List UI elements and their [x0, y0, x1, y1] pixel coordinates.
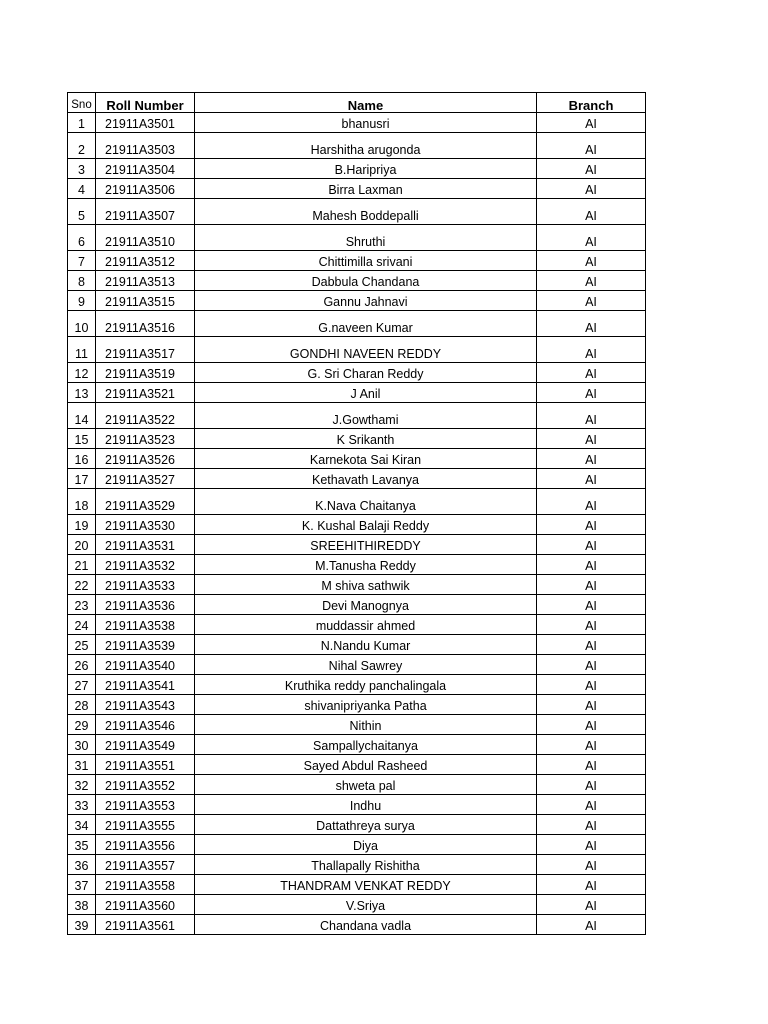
cell-name: shivanipriyanka Patha: [195, 695, 537, 715]
cell-roll-number: 21911A3530: [96, 515, 195, 535]
cell-name: Birra Laxman: [195, 179, 537, 199]
cell-sno: 7: [68, 251, 96, 271]
cell-branch: AI: [537, 555, 646, 575]
table-body: [68, 113, 646, 935]
cell-name: Sayed Abdul Rasheed: [195, 755, 537, 775]
table-row: [68, 695, 646, 715]
cell-sno: 35: [68, 835, 96, 855]
table-row: [68, 755, 646, 775]
cell-sno: 10: [68, 311, 96, 337]
cell-sno: 3: [68, 159, 96, 179]
cell-roll-number: 21911A3527: [96, 469, 195, 489]
cell-sno: 12: [68, 363, 96, 383]
cell-branch: AI: [537, 403, 646, 429]
cell-roll-number: 21911A3521: [96, 383, 195, 403]
table-row: [68, 815, 646, 835]
cell-branch: AI: [537, 179, 646, 199]
cell-name: SREEHITHIREDDY: [195, 535, 537, 555]
cell-name: bhanusri: [195, 113, 537, 133]
cell-sno: 34: [68, 815, 96, 835]
table-row: [68, 715, 646, 735]
cell-branch: AI: [537, 595, 646, 615]
cell-branch: AI: [537, 875, 646, 895]
cell-sno: 33: [68, 795, 96, 815]
cell-sno: 27: [68, 675, 96, 695]
table-row: [68, 337, 646, 363]
table-row: [68, 469, 646, 489]
cell-name: Kruthika reddy panchalingala: [195, 675, 537, 695]
table-row: [68, 875, 646, 895]
cell-branch: AI: [537, 655, 646, 675]
cell-roll-number: 21911A3529: [96, 489, 195, 515]
cell-name: M.Tanusha Reddy: [195, 555, 537, 575]
cell-name: Karnekota Sai Kiran: [195, 449, 537, 469]
cell-branch: AI: [537, 337, 646, 363]
table-row: [68, 113, 646, 133]
table-row: [68, 775, 646, 795]
cell-sno: 21: [68, 555, 96, 575]
cell-sno: 1: [68, 113, 96, 133]
cell-sno: 37: [68, 875, 96, 895]
table-row: [68, 595, 646, 615]
table-row: [68, 515, 646, 535]
cell-branch: AI: [537, 133, 646, 159]
cell-branch: AI: [537, 429, 646, 449]
cell-sno: 30: [68, 735, 96, 755]
cell-name: shweta pal: [195, 775, 537, 795]
cell-branch: AI: [537, 291, 646, 311]
table-row: [68, 835, 646, 855]
cell-name: Chandana vadla: [195, 915, 537, 935]
cell-name: Shruthi: [195, 225, 537, 251]
cell-name: Mahesh Boddepalli: [195, 199, 537, 225]
table-row: [68, 575, 646, 595]
cell-sno: 11: [68, 337, 96, 363]
cell-roll-number: 21911A3526: [96, 449, 195, 469]
cell-sno: 25: [68, 635, 96, 655]
cell-sno: 19: [68, 515, 96, 535]
cell-branch: AI: [537, 755, 646, 775]
cell-branch: AI: [537, 199, 646, 225]
cell-roll-number: 21911A3541: [96, 675, 195, 695]
cell-name: Nithin: [195, 715, 537, 735]
cell-name: Nihal Sawrey: [195, 655, 537, 675]
cell-branch: AI: [537, 159, 646, 179]
cell-roll-number: 21911A3543: [96, 695, 195, 715]
cell-roll-number: 21911A3560: [96, 895, 195, 915]
cell-name: Devi Manognya: [195, 595, 537, 615]
cell-roll-number: 21911A3533: [96, 575, 195, 595]
cell-sno: 9: [68, 291, 96, 311]
cell-roll-number: 21911A3553: [96, 795, 195, 815]
cell-sno: 24: [68, 615, 96, 635]
cell-sno: 28: [68, 695, 96, 715]
cell-sno: 39: [68, 915, 96, 935]
cell-name: V.Sriya: [195, 895, 537, 915]
cell-roll-number: 21911A3519: [96, 363, 195, 383]
cell-sno: 13: [68, 383, 96, 403]
table-row: [68, 675, 646, 695]
header-row: [68, 93, 646, 113]
table-row: [68, 449, 646, 469]
cell-sno: 26: [68, 655, 96, 675]
cell-sno: 36: [68, 855, 96, 875]
cell-roll-number: 21911A3501: [96, 113, 195, 133]
cell-roll-number: 21911A3556: [96, 835, 195, 855]
cell-sno: 5: [68, 199, 96, 225]
cell-branch: AI: [537, 469, 646, 489]
cell-roll-number: 21911A3523: [96, 429, 195, 449]
cell-name: GONDHI NAVEEN REDDY: [195, 337, 537, 363]
cell-branch: AI: [537, 489, 646, 515]
cell-name: G.naveen Kumar: [195, 311, 537, 337]
table-row: [68, 311, 646, 337]
table-row: [68, 795, 646, 815]
cell-sno: 15: [68, 429, 96, 449]
cell-branch: AI: [537, 635, 646, 655]
cell-name: Thallapally Rishitha: [195, 855, 537, 875]
cell-sno: 14: [68, 403, 96, 429]
table-row: [68, 735, 646, 755]
cell-branch: AI: [537, 575, 646, 595]
cell-sno: 8: [68, 271, 96, 291]
cell-name: Kethavath Lavanya: [195, 469, 537, 489]
cell-roll-number: 21911A3557: [96, 855, 195, 875]
cell-branch: AI: [537, 815, 646, 835]
cell-sno: 4: [68, 179, 96, 199]
cell-branch: AI: [537, 775, 646, 795]
cell-name: THANDRAM VENKAT REDDY: [195, 875, 537, 895]
cell-branch: AI: [537, 515, 646, 535]
cell-branch: AI: [537, 895, 646, 915]
cell-branch: AI: [537, 311, 646, 337]
table-row: [68, 915, 646, 935]
cell-roll-number: 21911A3546: [96, 715, 195, 735]
cell-roll-number: 21911A3549: [96, 735, 195, 755]
cell-sno: 31: [68, 755, 96, 775]
cell-name: Sampallychaitanya: [195, 735, 537, 755]
cell-name: K.Nava Chaitanya: [195, 489, 537, 515]
cell-branch: AI: [537, 675, 646, 695]
cell-name: G. Sri Charan Reddy: [195, 363, 537, 383]
table-row: [68, 159, 646, 179]
cell-roll-number: 21911A3507: [96, 199, 195, 225]
cell-branch: AI: [537, 363, 646, 383]
cell-sno: 38: [68, 895, 96, 915]
header-name: Name: [195, 93, 537, 113]
cell-name: M shiva sathwik: [195, 575, 537, 595]
cell-roll-number: 21911A3506: [96, 179, 195, 199]
cell-name: J Anil: [195, 383, 537, 403]
cell-name: K. Kushal Balaji Reddy: [195, 515, 537, 535]
cell-sno: 23: [68, 595, 96, 615]
cell-roll-number: 21911A3516: [96, 311, 195, 337]
table-row: [68, 179, 646, 199]
table-row: [68, 489, 646, 515]
cell-sno: 2: [68, 133, 96, 159]
table-row: [68, 895, 646, 915]
cell-branch: AI: [537, 855, 646, 875]
table-row: [68, 271, 646, 291]
cell-roll-number: 21911A3540: [96, 655, 195, 675]
cell-roll-number: 21911A3515: [96, 291, 195, 311]
cell-name: Dabbula Chandana: [195, 271, 537, 291]
table-row: [68, 291, 646, 311]
header-branch: Branch: [537, 93, 646, 113]
cell-roll-number: 21911A3532: [96, 555, 195, 575]
table-row: [68, 615, 646, 635]
student-list-sheet: [67, 92, 646, 935]
cell-name: N.Nandu Kumar: [195, 635, 537, 655]
cell-branch: AI: [537, 615, 646, 635]
table-row: [68, 429, 646, 449]
cell-roll-number: 21911A3555: [96, 815, 195, 835]
cell-roll-number: 21911A3531: [96, 535, 195, 555]
table-row: [68, 535, 646, 555]
cell-name: Chittimilla srivani: [195, 251, 537, 271]
cell-name: muddassir ahmed: [195, 615, 537, 635]
cell-sno: 17: [68, 469, 96, 489]
cell-sno: 22: [68, 575, 96, 595]
cell-name: K Srikanth: [195, 429, 537, 449]
cell-branch: AI: [537, 535, 646, 555]
cell-roll-number: 21911A3538: [96, 615, 195, 635]
cell-branch: AI: [537, 449, 646, 469]
cell-roll-number: 21911A3558: [96, 875, 195, 895]
table-row: [68, 133, 646, 159]
cell-sno: 20: [68, 535, 96, 555]
cell-sno: 16: [68, 449, 96, 469]
cell-roll-number: 21911A3504: [96, 159, 195, 179]
cell-branch: AI: [537, 735, 646, 755]
cell-name: Dattathreya surya: [195, 815, 537, 835]
cell-branch: AI: [537, 271, 646, 291]
cell-branch: AI: [537, 113, 646, 133]
cell-roll-number: 21911A3561: [96, 915, 195, 935]
cell-branch: AI: [537, 795, 646, 815]
table-row: [68, 635, 646, 655]
cell-roll-number: 21911A3536: [96, 595, 195, 615]
cell-roll-number: 21911A3517: [96, 337, 195, 363]
cell-sno: 6: [68, 225, 96, 251]
table-row: [68, 855, 646, 875]
cell-roll-number: 21911A3510: [96, 225, 195, 251]
cell-branch: AI: [537, 695, 646, 715]
cell-branch: AI: [537, 251, 646, 271]
cell-sno: 32: [68, 775, 96, 795]
cell-name: Diya: [195, 835, 537, 855]
cell-name: Harshitha arugonda: [195, 133, 537, 159]
cell-roll-number: 21911A3551: [96, 755, 195, 775]
cell-roll-number: 21911A3513: [96, 271, 195, 291]
table-row: [68, 383, 646, 403]
cell-sno: 18: [68, 489, 96, 515]
cell-branch: AI: [537, 383, 646, 403]
cell-name: Indhu: [195, 795, 537, 815]
table-row: [68, 363, 646, 383]
cell-roll-number: 21911A3512: [96, 251, 195, 271]
cell-name: B.Haripriya: [195, 159, 537, 179]
header-sno: Sno: [68, 93, 96, 113]
cell-branch: AI: [537, 225, 646, 251]
table-row: [68, 403, 646, 429]
table-row: [68, 225, 646, 251]
cell-sno: 29: [68, 715, 96, 735]
cell-branch: AI: [537, 835, 646, 855]
cell-roll-number: 21911A3503: [96, 133, 195, 159]
cell-name: Gannu Jahnavi: [195, 291, 537, 311]
cell-branch: AI: [537, 915, 646, 935]
cell-roll-number: 21911A3539: [96, 635, 195, 655]
table-row: [68, 555, 646, 575]
cell-roll-number: 21911A3552: [96, 775, 195, 795]
header-roll-number: Roll Number: [96, 93, 195, 113]
cell-branch: AI: [537, 715, 646, 735]
table-row: [68, 655, 646, 675]
table-row: [68, 199, 646, 225]
student-table: [67, 92, 646, 935]
cell-roll-number: 21911A3522: [96, 403, 195, 429]
cell-name: J.Gowthami: [195, 403, 537, 429]
table-row: [68, 251, 646, 271]
